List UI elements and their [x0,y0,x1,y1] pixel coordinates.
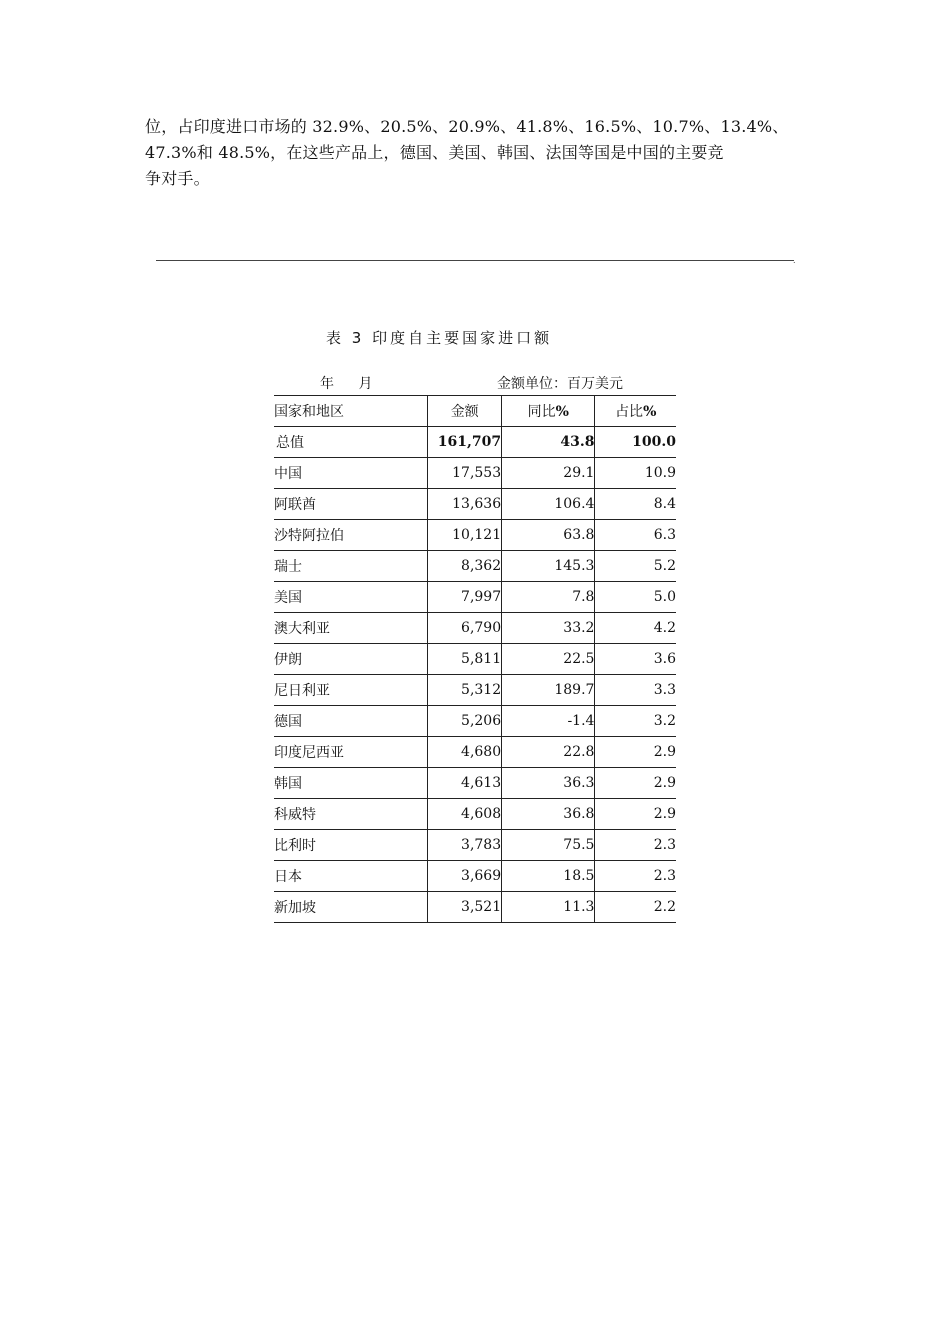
cell-amount: 6,790 [428,613,502,644]
cell-share: 3.6 [595,644,676,675]
table-row [274,582,676,613]
cell-amount: 4,680 [428,737,502,768]
import-table [274,395,676,923]
cell-yoy: 36.8 [502,799,595,830]
header-amount: 金额 [428,396,502,427]
cell-yoy: 29.1 [502,458,595,489]
cell-country: 澳大利亚 [274,613,428,644]
cell-share: 2.3 [595,861,676,892]
unit-label: 金额单位：百万美元 [497,376,623,392]
cell-country: 比利时 [274,830,428,861]
cell-yoy: 22.5 [502,644,595,675]
cell-yoy: 22.8 [502,737,595,768]
divider-end-mark: . [793,256,796,265]
cell-country: 中国 [274,458,428,489]
period-label: 年 月 [320,376,373,392]
cell-amount: 4,608 [428,799,502,830]
table-row [274,551,676,582]
table-row [274,458,676,489]
table-row [274,520,676,551]
header-yoy-pct: % [555,404,569,420]
cell-country: 美国 [274,582,428,613]
cell-share: 3.2 [595,706,676,737]
cell-country: 科威特 [274,799,428,830]
cell-country: 日本 [274,861,428,892]
cell-share: 5.0 [595,582,676,613]
cell-share: 3.3 [595,675,676,706]
table-row-total [274,427,676,458]
cell-amount: 3,521 [428,892,502,923]
cell-amount: 3,783 [428,830,502,861]
cell-share: 6.3 [595,520,676,551]
cell-country: 瑞士 [274,551,428,582]
body-paragraph [145,114,805,192]
table-row [274,861,676,892]
cell-share: 4.2 [595,613,676,644]
cell-amount: 13,636 [428,489,502,520]
cell-share: 2.2 [595,892,676,923]
header-share [595,396,676,427]
cell-amount: 8,362 [428,551,502,582]
cell-amount: 5,206 [428,706,502,737]
table-header-row [274,396,676,427]
cell-amount: 5,312 [428,675,502,706]
cell-share: 100.0 [595,427,676,458]
table-row [274,768,676,799]
cell-share: 2.9 [595,768,676,799]
cell-yoy: 63.8 [502,520,595,551]
header-share-pct: % [643,404,657,420]
cell-country: 阿联酋 [274,489,428,520]
cell-country: 尼日利亚 [274,675,428,706]
horizontal-divider [156,260,794,261]
table-row [274,675,676,706]
cell-amount: 3,669 [428,861,502,892]
cell-yoy: -1.4 [502,706,595,737]
cell-country: 伊朗 [274,644,428,675]
table-row [274,892,676,923]
cell-amount: 17,553 [428,458,502,489]
cell-country: 德国 [274,706,428,737]
header-share-label: 占比 [615,404,644,420]
cell-amount: 5,811 [428,644,502,675]
cell-country: 新加坡 [274,892,428,923]
header-yoy [502,396,595,427]
table-row [274,830,676,861]
cell-yoy: 145.3 [502,551,595,582]
cell-yoy: 75.5 [502,830,595,861]
cell-amount: 4,613 [428,768,502,799]
table-row [274,644,676,675]
cell-country: 印度尼西亚 [274,737,428,768]
cell-country: 沙特阿拉伯 [274,520,428,551]
cell-yoy: 43.8 [502,427,595,458]
cell-yoy: 18.5 [502,861,595,892]
paragraph-line: 位，占印度进口市场的 32.9%、20.5%、20.9%、41.8%、16.5%、10.7%、13.4%、 [145,117,789,136]
cell-yoy: 106.4 [502,489,595,520]
cell-country: 总值 [274,427,428,458]
table-row [274,706,676,737]
cell-amount: 161,707 [428,427,502,458]
cell-share: 10.9 [595,458,676,489]
cell-share: 2.9 [595,799,676,830]
table-row [274,799,676,830]
cell-share: 8.4 [595,489,676,520]
cell-yoy: 11.3 [502,892,595,923]
paragraph-line: 争对手。 [145,169,210,188]
cell-share: 5.2 [595,551,676,582]
cell-country: 韩国 [274,768,428,799]
table-row [274,737,676,768]
table-row [274,613,676,644]
cell-amount: 7,997 [428,582,502,613]
cell-amount: 10,121 [428,520,502,551]
paragraph-line: 47.3%和 48.5%，在这些产品上，德国、美国、韩国、法国等国是中国的主要竞 [145,143,724,162]
table-row [274,489,676,520]
cell-yoy: 189.7 [502,675,595,706]
header-country: 国家和地区 [274,396,428,427]
cell-share: 2.9 [595,737,676,768]
cell-yoy: 33.2 [502,613,595,644]
cell-yoy: 7.8 [502,582,595,613]
cell-share: 2.3 [595,830,676,861]
table-title: 表 3 印度自主要国家进口额 [326,329,553,347]
cell-yoy: 36.3 [502,768,595,799]
header-yoy-label: 同比 [527,404,556,420]
